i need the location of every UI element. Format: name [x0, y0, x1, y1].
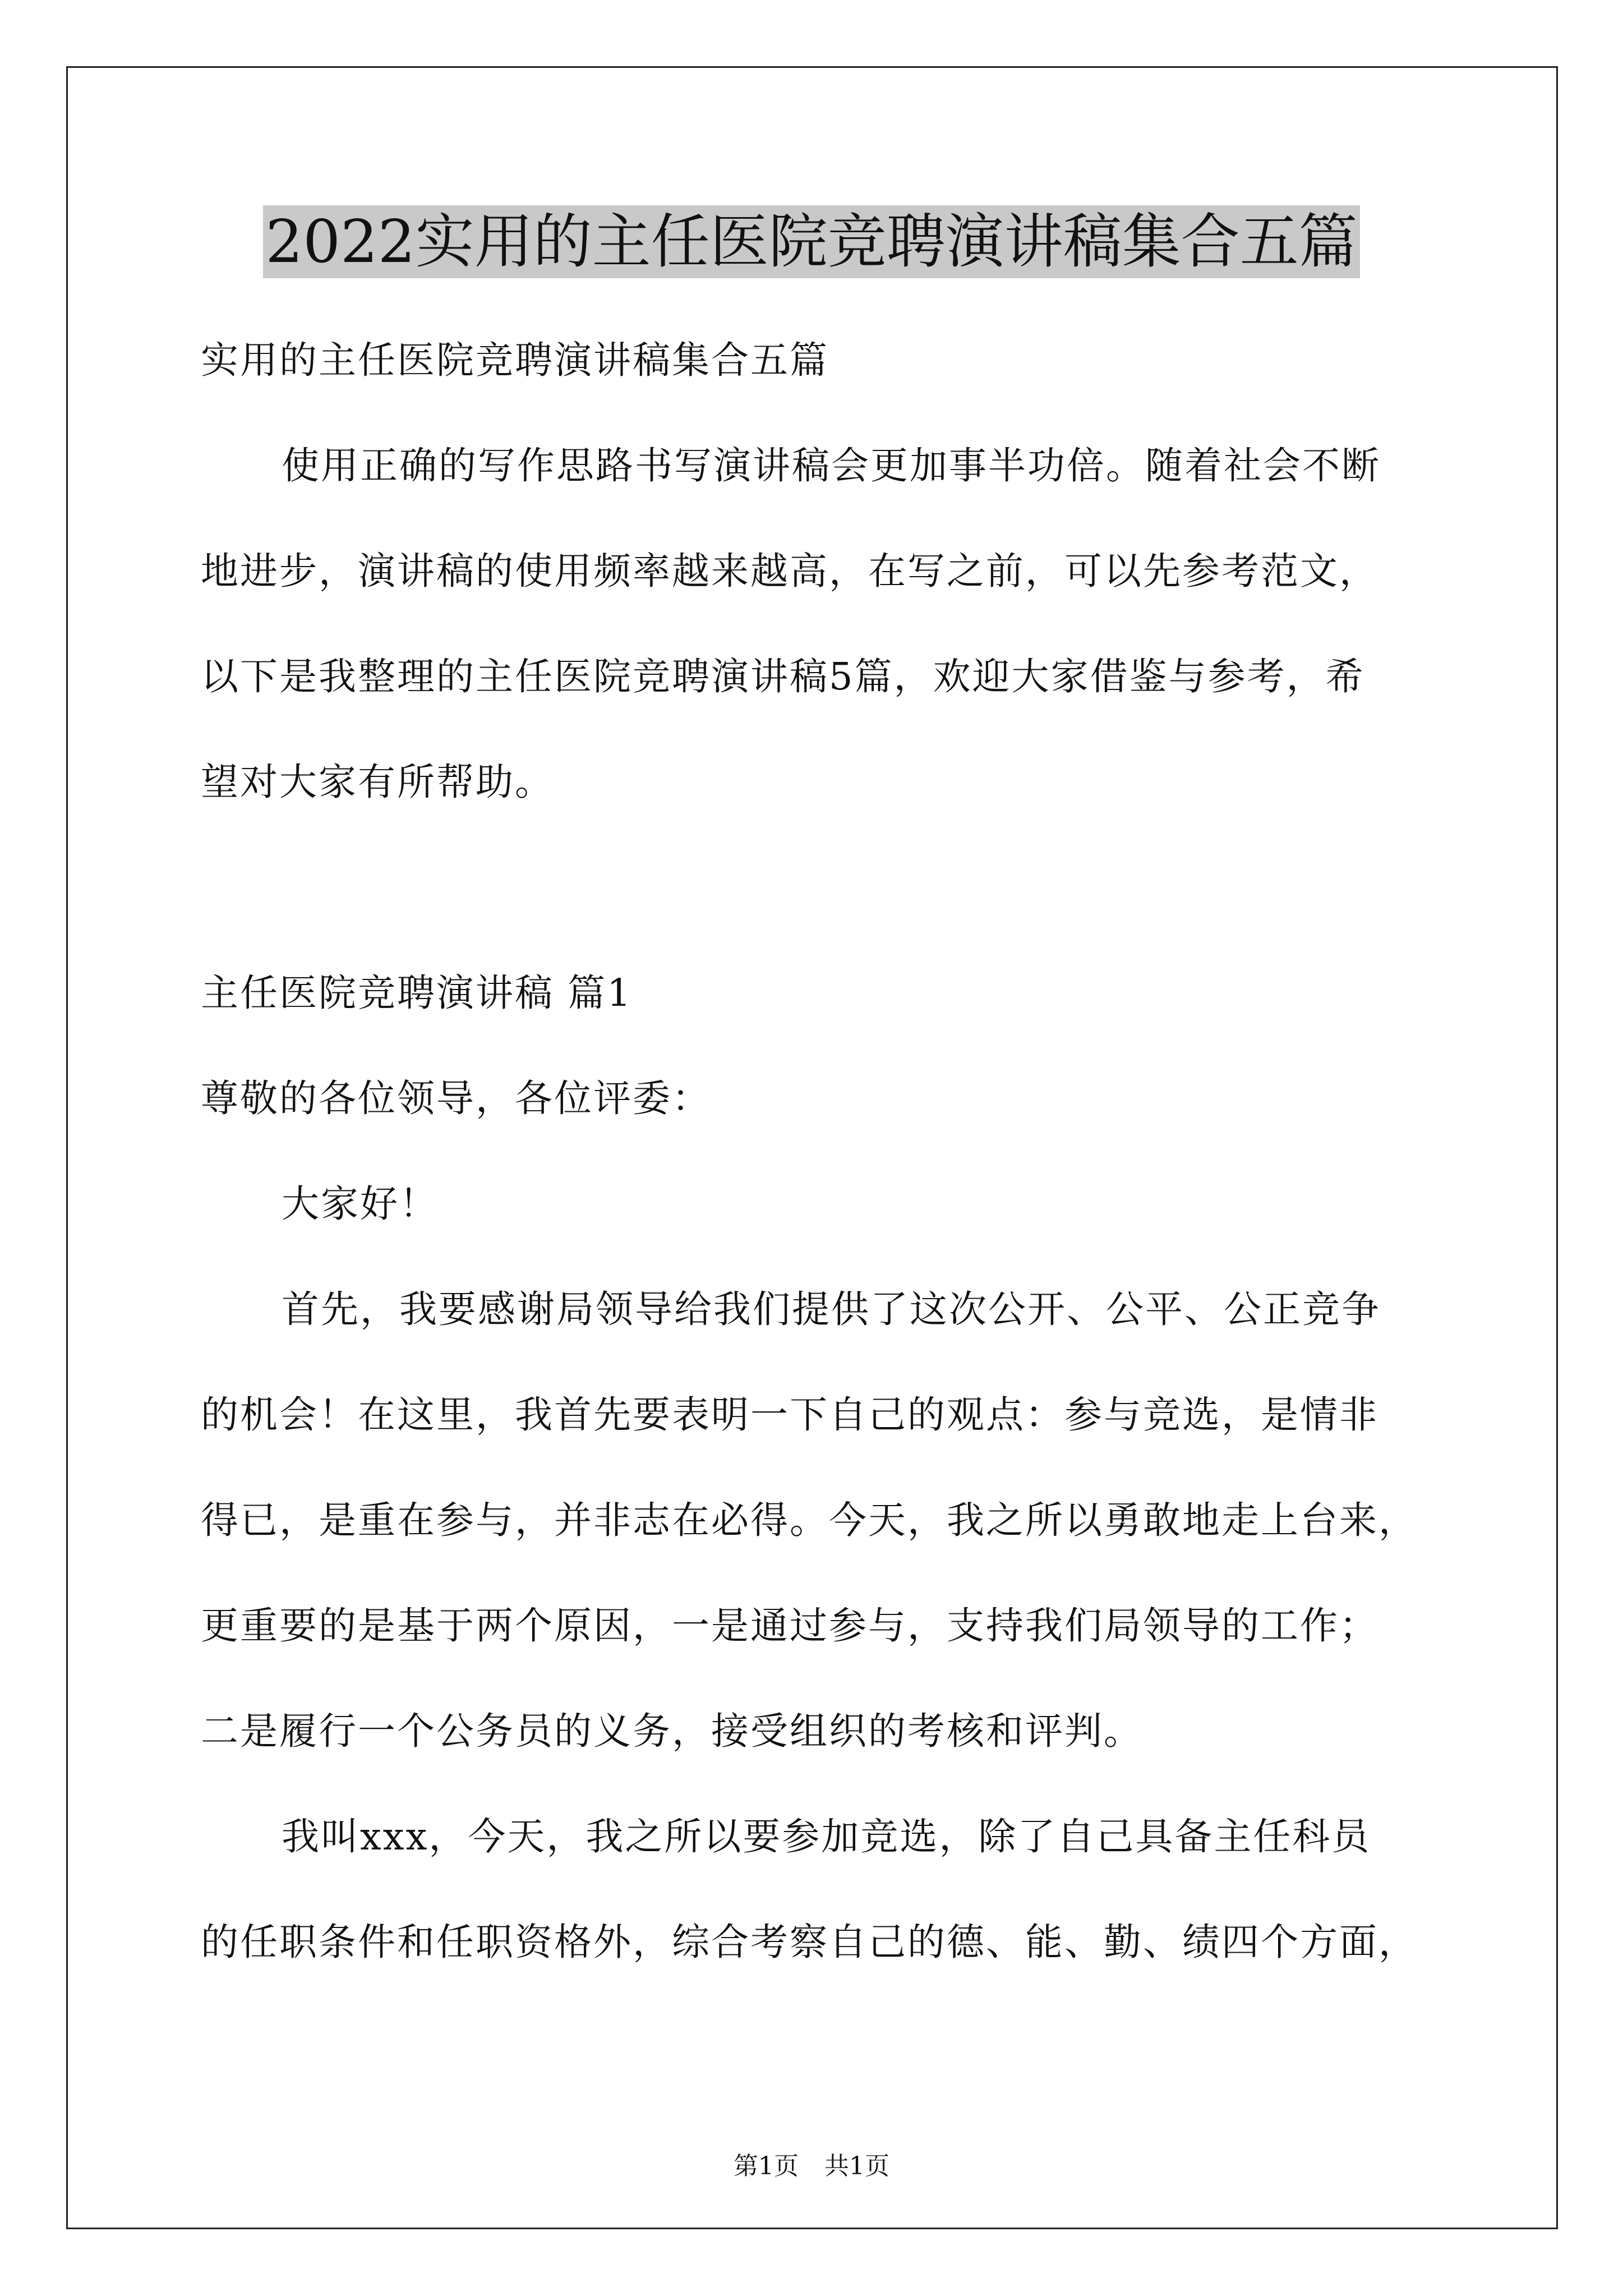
paragraph-gap	[201, 835, 1446, 940]
document-title: 2022实用的主任医院竞聘演讲稿集合五篇	[263, 205, 1359, 278]
page-footer	[0, 2150, 1623, 2183]
intro-line: 望对大家有所帮助。	[201, 760, 554, 804]
salutation: 尊敬的各位领导，各位评委：	[201, 1076, 711, 1120]
title-container	[0, 205, 1623, 278]
paragraph-line: 的机会！在这里，我首先要表明一下自己的观点：参与竞选，是情非	[201, 1393, 1378, 1437]
paragraph-line: 更重要的是基于两个原因，一是通过参与，支持我们局领导的工作；	[201, 1604, 1378, 1648]
intro-line: 使用正确的写作思路书写演讲稿会更加事半功倍。随着社会不断	[282, 444, 1381, 487]
intro-line: 以下是我整理的主任医院竞聘演讲稿5篇，欢迎大家借鉴与参考，希	[201, 655, 1365, 698]
greeting: 大家好！	[282, 1182, 439, 1226]
paragraph-line: 二是履行一个公务员的义务，接受组织的考核和评判。	[201, 1709, 1143, 1753]
section-heading: 主任医院竞聘演讲稿 篇1	[201, 971, 633, 1015]
page-number: 第1页	[734, 2152, 799, 2180]
document-body	[201, 307, 1446, 1995]
document-subtitle: 实用的主任医院竞聘演讲稿集合五篇	[201, 338, 829, 382]
paragraph-line: 我叫xxx，今天，我之所以要参加竞选，除了自己具备主任科员	[282, 1815, 1371, 1858]
paragraph-line: 的任职条件和任职资格外，综合考察自己的德、能、勤、绩四个方面，	[201, 1920, 1418, 1964]
intro-line: 地进步，演讲稿的使用频率越来越高，在写之前，可以先参考范文，	[201, 549, 1378, 593]
page-total: 共1页	[824, 2152, 889, 2180]
paragraph-line: 首先，我要感谢局领导给我们提供了这次公开、公平、公正竞争	[282, 1287, 1381, 1331]
paragraph-line: 得已，是重在参与，并非志在必得。今天，我之所以勇敢地走上台来，	[201, 1498, 1418, 1542]
